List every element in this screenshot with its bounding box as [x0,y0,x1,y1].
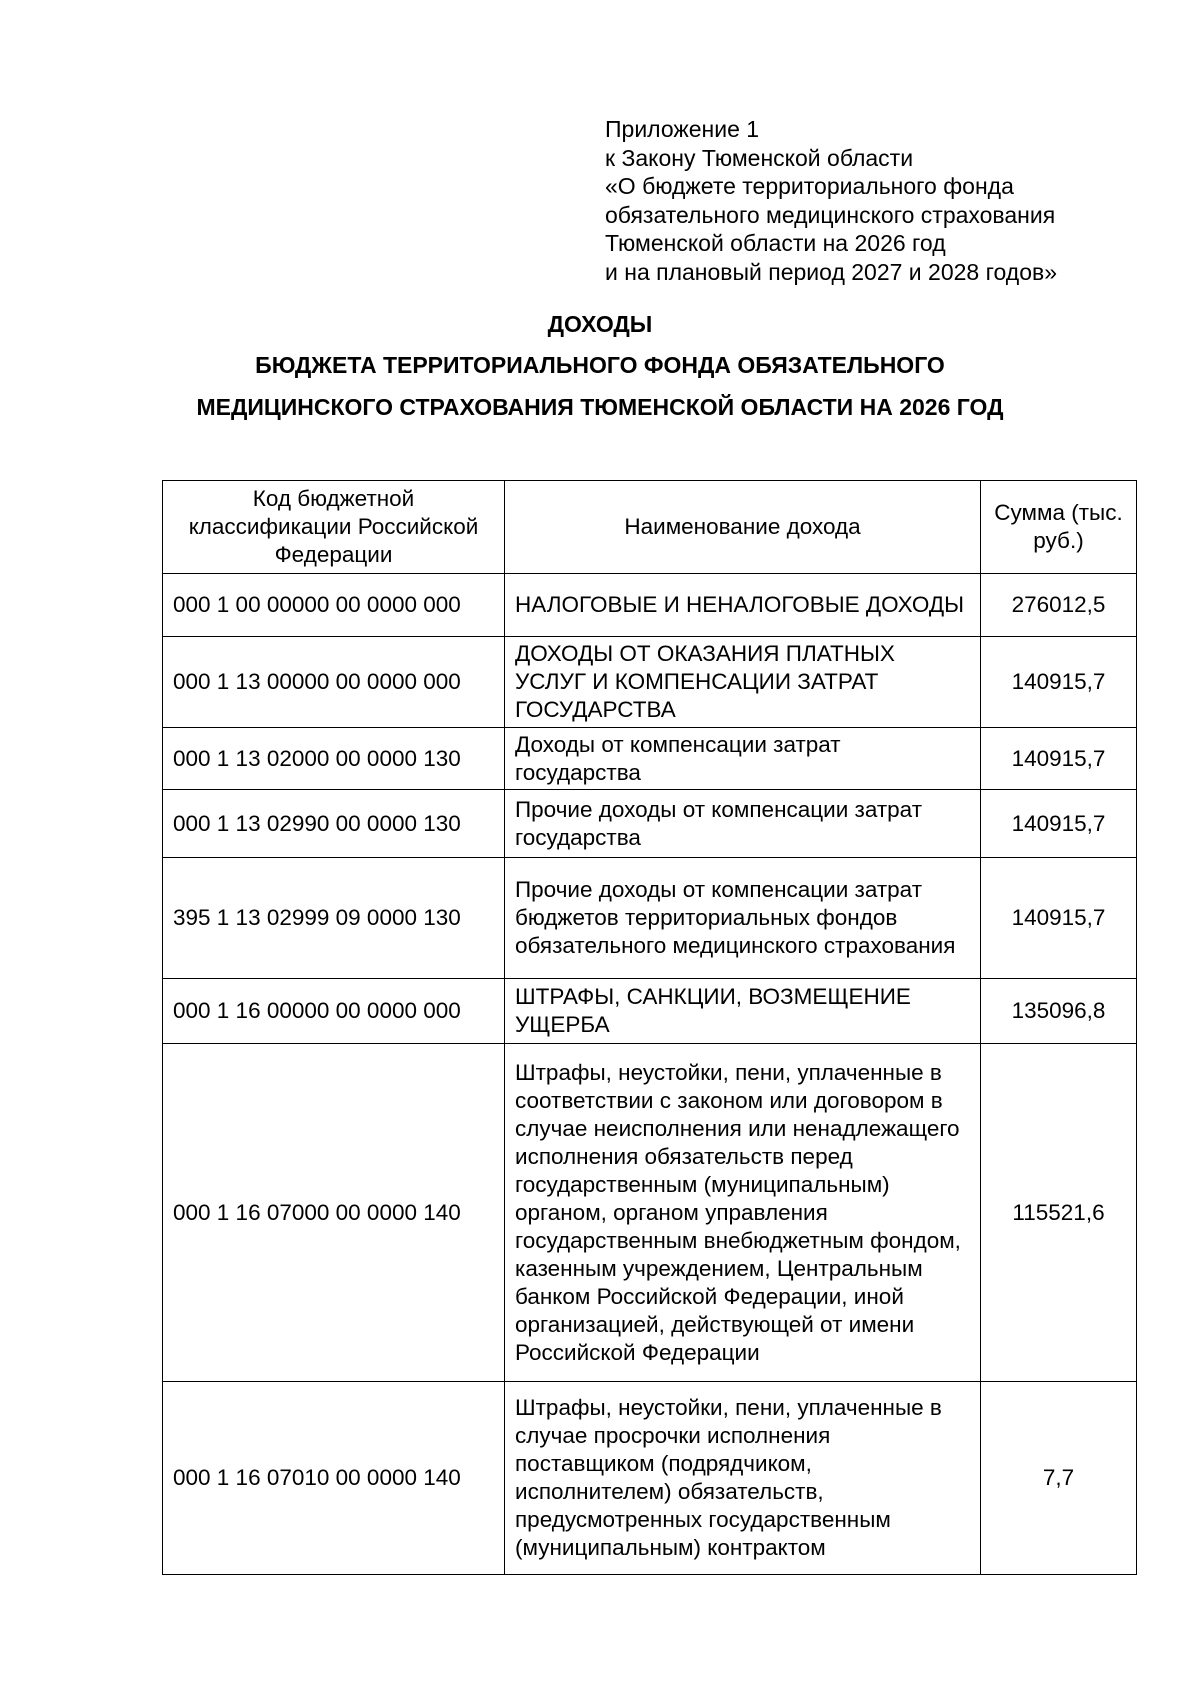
row-code: 000 1 16 07010 00 0000 140 [163,1382,505,1575]
appendix-line: к Закону Тюменской области [605,144,914,171]
row-name: ДОХОДЫ ОТ ОКАЗАНИЯ ПЛАТНЫХ УСЛУГ И КОМПЕНСАЦИИ ЗАТРАТ ГОСУДАРСТВА [505,637,981,728]
table-row [163,574,1137,637]
appendix-line: обязательного медицинского страхования [605,201,1056,228]
row-name: Прочие доходы от компенсации затрат бюджетов территориальных фондов обязательного медицинского страхования [505,858,981,979]
row-sum: 276012,5 [981,574,1137,637]
row-sum: 7,7 [981,1382,1137,1575]
table-row [163,728,1137,790]
row-code: 000 1 13 00000 00 0000 000 [163,637,505,728]
row-code: 000 1 16 07000 00 0000 140 [163,1044,505,1382]
row-code: 000 1 00 00000 00 0000 000 [163,574,505,637]
header-code: Код бюджетной классификации Российской Федерации [163,481,505,574]
row-sum: 140915,7 [981,790,1137,858]
table-row [163,1044,1137,1382]
row-code: 395 1 13 02999 09 0000 130 [163,858,505,979]
appendix-line: Приложение 1 [605,116,760,142]
title-line: МЕДИЦИНСКОГО СТРАХОВАНИЯ ТЮМЕНСКОЙ ОБЛАСТИ НА 2026 ГОД [196,394,1004,420]
table-header-row [163,481,1137,574]
row-sum: 115521,6 [981,1044,1137,1382]
row-code: 000 1 16 00000 00 0000 000 [163,979,505,1044]
income-table [162,480,1137,1575]
table-row [163,637,1137,728]
appendix-line: Тюменской области на 2026 год [605,230,946,256]
row-sum: 140915,7 [981,728,1137,790]
row-name: Доходы от компенсации затрат государства [505,728,981,790]
table-row [163,979,1137,1044]
table-row [163,790,1137,858]
appendix-block [605,115,1057,286]
row-name: ШТРАФЫ, САНКЦИИ, ВОЗМЕЩЕНИЕ УЩЕРБА [505,979,981,1044]
title-line: БЮДЖЕТА ТЕРРИТОРИАЛЬНОГО ФОНДА ОБЯЗАТЕЛЬНОГО [255,352,945,378]
row-sum: 140915,7 [981,858,1137,979]
row-name: Штрафы, неустойки, пени, уплаченные в соответствии с законом или договором в случае неисполнения или ненадлежащего исполнения обязательств перед государственным (муниципальным) органом, органом управления государственным внебюджетным фондом, казенным учреждением, Центральным банком Российской Федерации, иной организацией, действующей от имени Российской Федерации [505,1044,981,1382]
row-name: Прочие доходы от компенсации затрат государства [505,790,981,858]
row-name: НАЛОГОВЫЕ И НЕНАЛОГОВЫЕ ДОХОДЫ [505,574,981,637]
row-sum: 140915,7 [981,637,1137,728]
table-row [163,1382,1137,1575]
table-row [163,858,1137,979]
header-sum: Сумма (тыс. руб.) [981,481,1137,574]
title-line: ДОХОДЫ [547,311,653,337]
row-name: Штрафы, неустойки, пени, уплаченные в случае просрочки исполнения поставщиком (подрядчиком, исполнителем) обязательств, предусмотренных государственным (муниципальным) контрактом [505,1382,981,1575]
appendix-line: «О бюджете территориального фонда [605,173,1014,199]
header-name: Наименование дохода [505,481,981,574]
row-code: 000 1 13 02000 00 0000 130 [163,728,505,790]
row-code: 000 1 13 02990 00 0000 130 [163,790,505,858]
appendix-line: и на плановый период 2027 и 2028 годов» [605,258,1057,285]
row-sum: 135096,8 [981,979,1137,1044]
